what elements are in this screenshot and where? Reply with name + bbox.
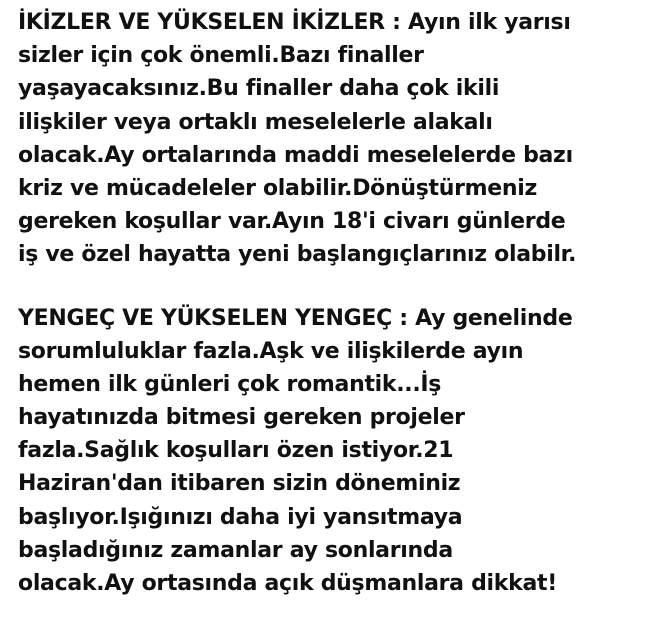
cancer-section bbox=[18, 302, 638, 601]
text-line: kriz ve mücadeleler olabilir.Dönüştürmeniz bbox=[18, 175, 537, 201]
text-line: YENGEÇ VE YÜKSELEN YENGEÇ : Ay genelinde bbox=[18, 305, 573, 331]
text-line: iş ve özel hayatta yeni başlangıçlarınız olabilr. bbox=[18, 242, 577, 268]
text-line: başladığınız zamanlar ay sonlarında bbox=[18, 537, 453, 563]
text-line: yaşayacaksınız.Bu finaller daha çok ikili bbox=[18, 76, 500, 102]
text-line: sorumluluklar fazla.Aşk ve ilişkilerde ayın bbox=[18, 338, 524, 364]
text-line: başlıyor.Işığınızı daha iyi yansıtmaya bbox=[18, 504, 463, 530]
text-line: fazla.Sağlık koşulları özen istiyor.21 bbox=[18, 438, 454, 464]
text-line: olacak.Ay ortalarında maddi meselelerde bazı bbox=[18, 142, 573, 168]
text-line: sizler için çok önemli.Bazı finaller bbox=[18, 43, 424, 69]
text-line: İKİZLER VE YÜKSELEN İKİZLER : Ayın ilk yarısı bbox=[18, 10, 571, 35]
text-line: hayatınızda bitmesi gereken projeler bbox=[18, 405, 465, 431]
gemini-section bbox=[18, 6, 638, 272]
text-line: hemen ilk günleri çok romantik...İş bbox=[18, 371, 442, 397]
text-line: olacak.Ay ortasında açık düşmanlara dikkat! bbox=[18, 571, 557, 596]
text-line: gereken koşullar var.Ayın 18'i civarı günlerde bbox=[18, 209, 566, 235]
text-line: ilişkiler veya ortaklı meselelerle alakalı bbox=[18, 109, 493, 135]
text-line: Haziran'dan itibaren sizin döneminiz bbox=[18, 471, 461, 497]
